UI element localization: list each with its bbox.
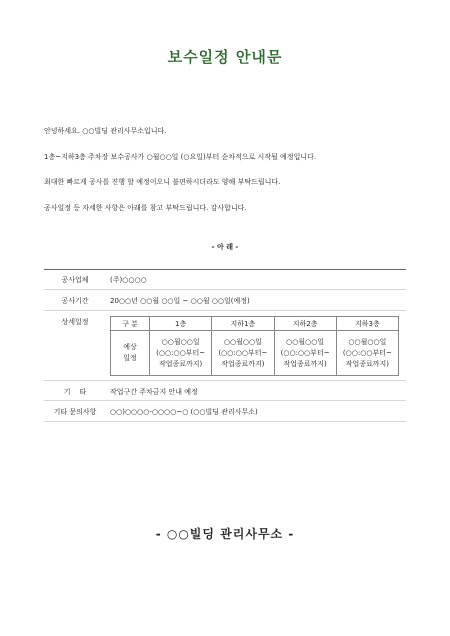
- cell-line: 작업종료까지): [221, 359, 265, 368]
- cell-line: (○○:○○부터~: [342, 348, 392, 357]
- schedule-table: [110, 316, 399, 376]
- contractor-label: 공사업체: [61, 276, 89, 284]
- cell-line: ○○월○○일: [161, 337, 200, 346]
- cell-line: 작업종료까지): [283, 359, 327, 368]
- schedule-body-row: [111, 331, 399, 376]
- schedule-header-cell: 지하1층: [212, 317, 274, 331]
- schedule-cell-1f: [150, 331, 212, 376]
- schedule-cell-b2: [274, 331, 336, 376]
- schedule-row-label: [111, 331, 150, 376]
- contact-label: 기타 문의사항: [53, 408, 97, 416]
- section-marker: - 아 래 -: [211, 243, 239, 251]
- cell-line: ○○월○○일: [286, 337, 325, 346]
- cell-line: (○○:○○부터~: [218, 348, 268, 357]
- row-divider: [44, 310, 406, 311]
- paragraph-schedule: 1층~지하3층 주차장 보수공사가 ○월○○일 (○요일)부터 순차적으로 시작될 예정입니다.: [44, 153, 317, 161]
- cell-line: ○○월○○일: [348, 337, 387, 346]
- etc-value: 작업구간 주차금지 안내 예정: [110, 388, 198, 396]
- cell-line: 작업종료까지): [345, 359, 390, 368]
- schedule-header-row: [111, 317, 399, 331]
- page-title: 보수일정 안내문: [167, 48, 283, 66]
- paragraph-greeting: 안녕하세요. ○○빌딩 관리사무소입니다.: [44, 127, 167, 135]
- cell-line: ○○월○○일: [223, 337, 262, 346]
- schedule-cell-b3: [336, 331, 398, 376]
- row-divider: [44, 380, 406, 381]
- paragraph-apology: 최대한 빠르게 공사를 진행 할 예정이오니 불편하시더라도 양해 부탁드립니다.: [44, 178, 281, 186]
- row-label-line: 예상: [123, 343, 137, 351]
- schedule-cell-b1: [212, 331, 274, 376]
- contact-value: ○○)○○○○-○○○○~○ (○○빌딩 관리사무소): [110, 408, 258, 416]
- schedule-label: 상세일정: [61, 318, 89, 326]
- row-divider: [44, 289, 406, 290]
- footer-signature: - ○○빌딩 관리사무소 -: [155, 527, 295, 541]
- contractor-value: (주)○○○○: [110, 276, 147, 284]
- row-divider: [44, 400, 406, 401]
- schedule-header-cell: 지하2층: [274, 317, 336, 331]
- schedule-header-cell: 1층: [150, 317, 212, 331]
- cell-line: 작업종료까지): [158, 359, 203, 368]
- paragraph-reference: 공사일정 등 자세한 사항은 아래를 참고 부탁드립니다. 감사합니다.: [44, 204, 247, 212]
- period-value: 20○○년 ○○월 ○○일 ~ ○○월 ○○일(예정): [110, 297, 250, 305]
- row-divider: [44, 421, 406, 422]
- period-label: 공사기간: [61, 297, 89, 305]
- cell-line: (○○:○○부터~: [280, 348, 330, 357]
- row-label-line: 일정: [123, 354, 137, 362]
- table-top-rule: [44, 269, 406, 270]
- etc-label: 기 타: [63, 388, 87, 396]
- cell-line: (○○:○○부터~: [156, 348, 206, 357]
- schedule-header-cell: 지하3층: [336, 317, 398, 331]
- schedule-header-cell: 구 분: [111, 317, 150, 331]
